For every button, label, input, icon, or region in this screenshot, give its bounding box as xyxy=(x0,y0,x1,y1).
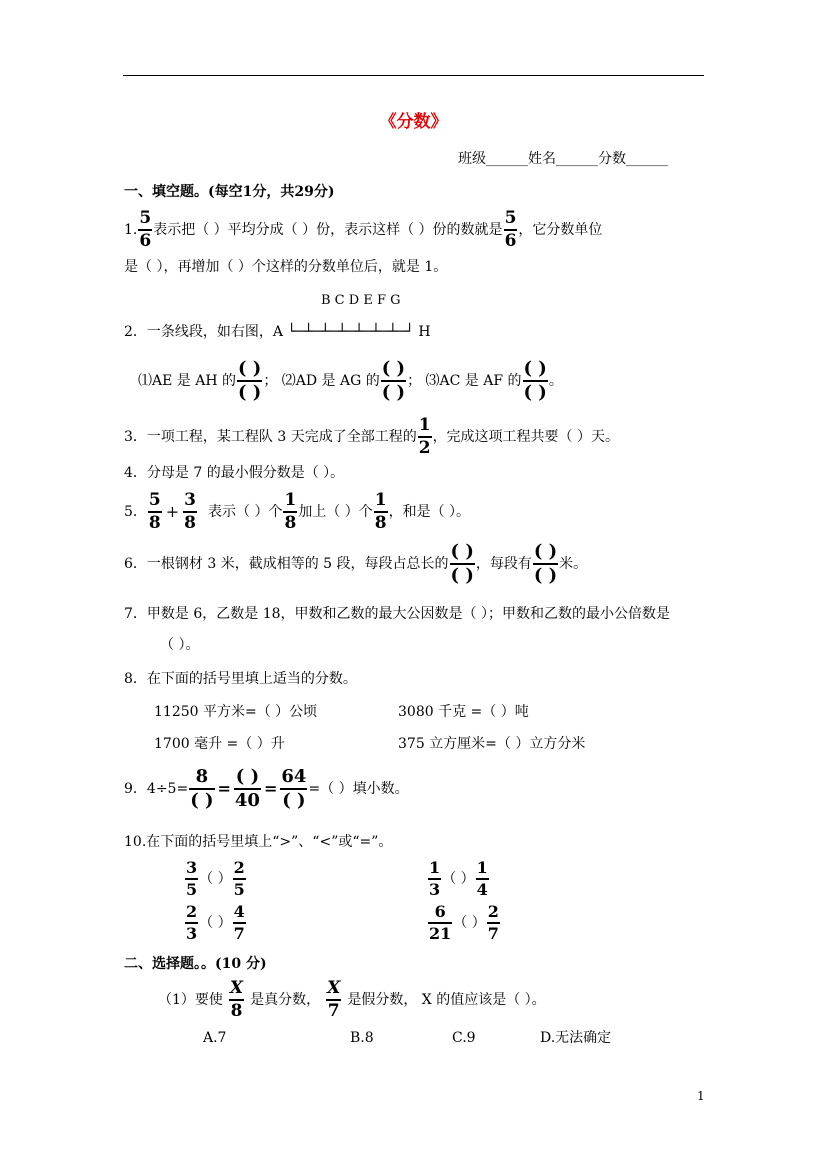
numerator: 1 xyxy=(476,858,488,877)
q5-text-b: 加上（ ）个 xyxy=(298,504,373,520)
fraction xyxy=(418,417,432,457)
comparison-item xyxy=(184,904,247,942)
q6-text-b: ，每段有 xyxy=(475,556,532,572)
denominator: 7 xyxy=(233,924,245,943)
denominator: 8 xyxy=(230,1001,243,1021)
question-6 xyxy=(124,543,587,585)
c1-text-b: 是真分数， xyxy=(250,992,321,1008)
fraction xyxy=(428,860,441,898)
numerator: 5 xyxy=(504,208,517,228)
q9-number: 9．4÷5= xyxy=(124,781,189,797)
fraction xyxy=(233,904,246,942)
denominator: ( ) xyxy=(381,382,406,403)
fraction xyxy=(428,904,452,942)
numerator: 4 xyxy=(233,902,245,921)
denominator: ( ) xyxy=(282,790,306,811)
fraction xyxy=(229,980,244,1020)
comparison-blank: （ ） xyxy=(453,915,486,931)
numerator: X xyxy=(327,978,341,998)
numerator: 3 xyxy=(186,858,198,877)
numerator: 64 xyxy=(281,766,307,787)
numerator: ( ) xyxy=(381,358,406,379)
denominator: 3 xyxy=(186,924,198,943)
denominator: 8 xyxy=(184,513,197,533)
blank-fraction xyxy=(533,543,558,585)
denominator: 2 xyxy=(418,438,431,458)
fraction xyxy=(138,210,152,250)
blank-fraction xyxy=(450,543,475,585)
fraction xyxy=(185,904,198,942)
choice-question-1 xyxy=(158,980,546,1020)
q7-line-2: （ ）。 xyxy=(160,637,200,653)
denominator: 5 xyxy=(233,880,245,899)
equals-sign: = xyxy=(217,779,231,798)
q8-item: 3080 千克 =（ ）吨 xyxy=(398,704,529,720)
numerator: 2 xyxy=(233,858,245,877)
q8-item: 11250 平方米=（ ）公顷 xyxy=(154,704,318,720)
numerator: 6 xyxy=(434,902,446,921)
q2-parts xyxy=(138,360,563,402)
q2-part-1: ⑴AE 是 AH 的 xyxy=(138,373,236,389)
fraction xyxy=(185,860,198,898)
question-5 xyxy=(124,492,470,532)
question-3 xyxy=(124,417,619,457)
page-title: 《分数》 xyxy=(379,112,448,132)
fraction xyxy=(280,768,307,810)
comparison-blank: （ ） xyxy=(199,915,232,931)
q2-part-2: ； ⑵AD 是 AG 的 xyxy=(263,373,380,389)
q9-tail: =（ ）填小数。 xyxy=(308,781,409,797)
fraction xyxy=(476,860,489,898)
numerator: 5 xyxy=(139,208,152,228)
question-9 xyxy=(124,768,409,810)
q8-item: 375 立方厘米=（ ）立方分米 xyxy=(398,736,586,752)
denominator: 40 xyxy=(234,790,260,811)
q1-text-b: ，它分数单位 xyxy=(518,222,603,238)
q7-line-1: 7．甲数是 6，乙数是 18，甲数和乙数的最大公因数是（ ）；甲数和乙数的最小公倍数是 xyxy=(124,606,670,622)
comparison-blank: （ ） xyxy=(442,871,475,887)
q8-heading: 8．在下面的括号里填上适当的分数。 xyxy=(124,671,357,687)
numerator: 3 xyxy=(184,490,197,510)
numerator: 2 xyxy=(487,902,499,921)
blank-fraction xyxy=(523,360,548,402)
comparison-blank: （ ） xyxy=(199,871,232,887)
denominator: 5 xyxy=(186,880,198,899)
denominator: ( ) xyxy=(450,565,474,586)
q3-text-a: 3．一项工程，某工程队 3 天完成了全部工程的 xyxy=(124,429,417,445)
q6-text-a: 6．一根钢材 3 米，截成相等的 5 段，每段占总长的 xyxy=(124,556,449,572)
numerator: ( ) xyxy=(450,541,474,562)
numerator: 1 xyxy=(284,490,297,510)
fraction xyxy=(234,768,261,810)
q2-text: 2．一条线段，如右图，A └─┴─┴─┴─┴─┴─┴─┘ H xyxy=(124,324,431,340)
denominator: 8 xyxy=(374,513,387,533)
q2-end: 。 xyxy=(548,373,563,389)
fraction xyxy=(504,210,518,250)
option-b: B.8 xyxy=(350,1030,374,1046)
blank-fraction xyxy=(381,360,406,402)
numerator: ( ) xyxy=(533,541,558,562)
q1-line-2: 是（ ），再增加（ ）个这样的分数单位后，就是 1。 xyxy=(124,259,448,275)
q8-item: 1700 毫升 =（ ）升 xyxy=(154,736,285,752)
denominator: ( ) xyxy=(523,382,547,403)
class-info: 班级______姓名______分数______ xyxy=(458,151,668,167)
denominator: 4 xyxy=(476,880,488,899)
page-number: 1 xyxy=(697,1089,705,1103)
header-rule xyxy=(123,75,704,76)
denominator: ( ) xyxy=(238,382,262,403)
numerator: ( ) xyxy=(235,766,260,787)
option-c: C.9 xyxy=(452,1030,476,1046)
q1-text-a: 表示把（ ）平均分成（ ）份，表示这样（ ）份的数就是 xyxy=(153,222,503,238)
q2-part-3: ； ⑶AC 是 AF 的 xyxy=(407,373,522,389)
numerator: 2 xyxy=(186,902,198,921)
numerator: 5 xyxy=(148,490,161,510)
q5-text-a: 表示（ ）个 xyxy=(208,504,283,520)
denominator: 3 xyxy=(429,880,441,899)
numerator: ( ) xyxy=(523,358,547,379)
denominator: ( ) xyxy=(190,790,214,811)
denominator: 21 xyxy=(429,924,452,943)
fraction xyxy=(233,860,246,898)
fraction xyxy=(326,980,341,1020)
q3-text-b: ，完成这项工程共要（ ）天。 xyxy=(432,429,620,445)
fraction xyxy=(374,492,388,532)
fraction xyxy=(183,492,197,532)
numerator: X xyxy=(229,978,244,998)
question-4: 4．分母是 7 的最小假分数是（ ）。 xyxy=(124,465,345,481)
fraction xyxy=(487,904,500,942)
numerator: ( ) xyxy=(238,358,262,379)
segment-letters: B C D E F G xyxy=(321,293,401,308)
blank-fraction xyxy=(237,360,262,402)
q5-text-c: ，和是（ ）。 xyxy=(388,504,471,520)
q6-text-c: 米。 xyxy=(559,556,588,572)
plus-sign: + xyxy=(165,502,180,521)
fraction xyxy=(283,492,297,532)
comparison-item xyxy=(427,904,501,942)
fraction xyxy=(189,768,214,810)
numerator: 1 xyxy=(429,858,441,877)
comparison-item xyxy=(184,860,247,898)
comparison-item xyxy=(427,860,490,898)
option-a: A.7 xyxy=(203,1030,227,1046)
q1-number: 1. xyxy=(124,222,138,238)
numerator: 1 xyxy=(374,490,387,510)
denominator: 8 xyxy=(148,513,161,533)
denominator: 6 xyxy=(504,231,517,251)
denominator: 6 xyxy=(139,231,152,251)
section-1-heading: 一、填空题。(每空1分，共29分) xyxy=(124,184,335,200)
c1-text-c: 是假分数， X 的值应该是（ ）。 xyxy=(347,992,546,1008)
c1-text-a: （1）要使 xyxy=(158,992,223,1008)
denominator: 7 xyxy=(487,924,499,943)
denominator: 8 xyxy=(284,513,297,533)
q5-number: 5． xyxy=(124,504,147,520)
section-2-heading: 二、选择题。。(10 分) xyxy=(124,956,267,972)
q10-heading: 10.在下面的括号里填上“>”、“<”或“=”。 xyxy=(124,834,393,850)
option-d: D.无法确定 xyxy=(540,1030,612,1046)
question-1 xyxy=(124,210,602,250)
numerator: 1 xyxy=(418,415,431,435)
fraction xyxy=(148,492,162,532)
denominator: ( ) xyxy=(533,565,558,586)
equals-sign: = xyxy=(263,779,278,798)
numerator: 8 xyxy=(195,766,209,787)
denominator: 7 xyxy=(327,1001,340,1021)
